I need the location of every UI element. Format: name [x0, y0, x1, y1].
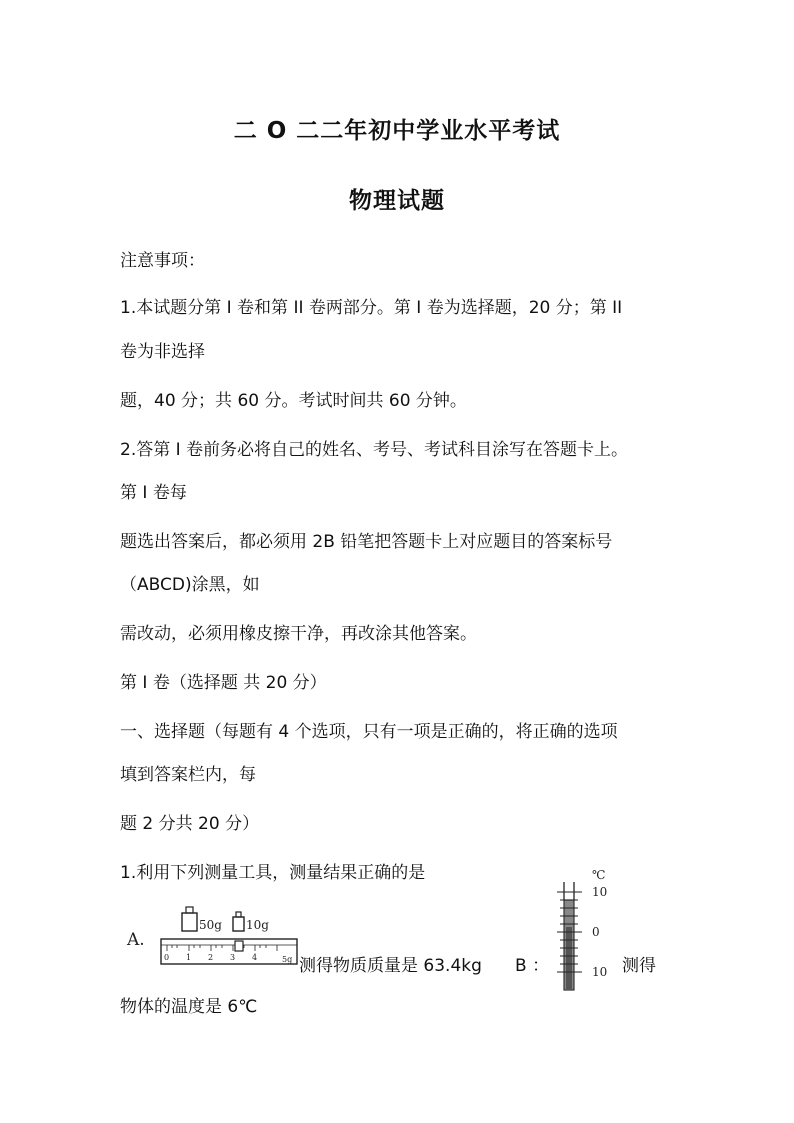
weight-50g-icon — [182, 913, 197, 931]
thermo-tick-bottom: 10 — [592, 965, 608, 979]
note2-line1: 2.答第 I 卷前务必将自己的姓名、考号、考试科目涂写在答题卡上。 — [120, 440, 629, 460]
subject-title: 物理试题 — [349, 188, 445, 214]
part1-heading: 第 I 卷（选择题 共 20 分） — [120, 673, 327, 693]
option-b-continued: 物体的温度是 6℃ — [120, 997, 258, 1017]
weight-10g-icon — [233, 917, 244, 931]
thermometer-liquid — [566, 927, 572, 990]
note2-line2: 第 I 卷每 — [120, 483, 187, 503]
tick-4: 4 — [252, 953, 258, 962]
option-a-label: A. — [127, 930, 145, 950]
option-b-text: 测得 — [622, 956, 656, 976]
note1-line3: 题，40 分；共 60 分。考试时间共 60 分钟。 — [120, 391, 467, 411]
rider-icon — [235, 941, 243, 951]
tick-5: 5g — [282, 955, 293, 964]
section1-line1: 一、选择题（每题有 4 个选项，只有一项是正确的，将正确的选项 — [120, 722, 618, 742]
thermo-unit: ℃ — [592, 868, 606, 882]
notes-heading: 注意事项： — [120, 251, 205, 271]
thermo-tick-mid: 0 — [592, 925, 600, 939]
section1-line3: 题 2 分共 20 分） — [120, 814, 260, 834]
weight1-label: 50g — [199, 918, 222, 932]
option-b-label: B ： — [515, 956, 550, 976]
tick-3: 3 — [230, 953, 236, 962]
option-a-text: 测得物质质量是 63.4kg — [299, 956, 482, 976]
tick-1: 1 — [186, 953, 192, 962]
weight2-label: 10g — [246, 918, 269, 932]
note1-line2: 卷为非选择 — [120, 342, 205, 362]
note1-line1: 1.本试题分第 I 卷和第 II 卷两部分。第 I 卷为选择题，20 分；第 II — [120, 298, 623, 318]
balance-figure — [125, 905, 300, 974]
note2-line3: 题选出答案后，都必须用 2B 铅笔把答题卡上对应题目的答案标号 — [120, 532, 613, 552]
note2-line4: （ABCD)涂黑，如 — [120, 575, 260, 595]
balance-beam — [161, 939, 297, 964]
tick-0: 0 — [164, 953, 170, 962]
note2-line5: 需改动，必须用橡皮擦干净，再改涂其他答案。 — [120, 624, 477, 644]
tick-2: 2 — [208, 953, 214, 962]
question1-stem: 1.利用下列测量工具，测量结果正确的是 — [120, 863, 426, 883]
thermo-tick-top: 10 — [592, 885, 608, 899]
exam-title: 二 O 二二年初中学业水平考试 — [233, 118, 561, 144]
section1-line2: 填到答案栏内，每 — [120, 765, 256, 785]
thermometer-figure — [545, 865, 620, 999]
